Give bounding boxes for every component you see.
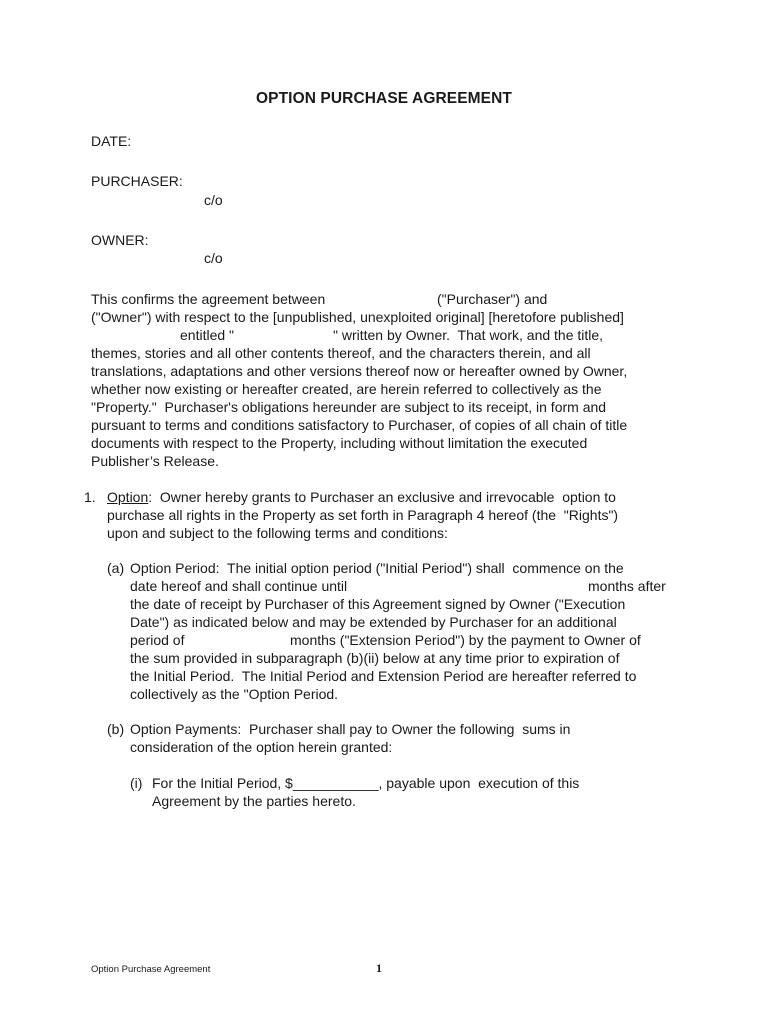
intro-line-3b: " written by Owner. That work, and the title, [333,327,604,343]
intro-line-10: Publisher’s Release. [91,453,219,469]
section-1-line-1-text: : Owner hereby grants to Purchaser an exclusive and irrevocable option to [148,489,616,505]
section-1-heading: Option [107,489,149,505]
para-a-line-7: the Initial Period. The Initial Period and Extension Period are hereafter referred to [130,668,637,684]
para-a-line-8: collectively as the "Option Period. [130,686,339,702]
para-a-line-5b: months ("Extension Period") by the payment to Owner of [290,632,641,648]
purchaser-care-of: c/o [204,192,223,208]
intro-line-6: whether now existing or hereafter created, are herein referred to collectively as the [91,381,602,397]
para-a-line-2a: date hereof and shall continue until [130,578,348,594]
footer-page-number: 1 [376,961,382,975]
para-a-label: (a) [107,560,125,576]
para-a-line-5a: period of [130,632,185,648]
intro-line-2: ("Owner") with respect to the [unpublished, unexploited original] [heretofore published] [91,309,624,325]
owner-care-of: c/o [204,250,223,266]
para-i-line-1: For the Initial Period, $___________, payable upon execution of this [152,775,580,791]
para-a-line-2b: months after [588,578,666,594]
para-a-line-4: Date") as indicated below and may be extended by Purchaser for an additional [130,614,617,630]
para-a-line-3: the date of receipt by Purchaser of this Agreement signed by Owner ("Execution [130,596,626,612]
owner-label: OWNER: [91,232,149,248]
section-1-number: 1. [84,489,96,505]
section-1-line-3: upon and subject to the following terms and conditions: [107,525,448,541]
intro-line-1b: ("Purchaser") and [437,291,548,307]
intro-line-9: documents with respect to the Property, including without limitation the executed [91,435,588,451]
date-label: DATE: [91,133,132,149]
para-b-label: (b) [107,721,125,737]
document-title: OPTION PURCHASE AGREEMENT [256,90,512,107]
section-1-line-1 [107,488,616,506]
intro-line-4: themes, stories and all other contents thereof, and the characters therein, and all [91,345,591,361]
para-b-line-1: Option Payments: Purchaser shall pay to Owner the following sums in [130,721,571,737]
para-a-line-6: the sum provided in subparagraph (b)(ii) below at any time prior to expiration of [130,650,620,666]
para-b-line-2: consideration of the option herein granted: [130,739,393,755]
intro-line-8: pursuant to terms and conditions satisfactory to Purchaser, of copies of all chain of title [91,417,628,433]
purchaser-label: PURCHASER: [91,173,183,189]
para-i-label: (i) [130,775,143,791]
intro-line-1a: This confirms the agreement between [91,291,326,307]
intro-line-5: translations, adaptations and other versions thereof now or hereafter owned by Owner, [91,363,628,379]
footer-document-name: Option Purchase Agreement [91,964,211,975]
intro-line-7: "Property." Purchaser's obligations hereunder are subject to its receipt, in form and [91,399,607,415]
section-1-line-2: purchase all rights in the Property as set forth in Paragraph 4 hereof (the "Rights") [107,507,619,523]
para-i-line-2: Agreement by the parties hereto. [152,793,356,809]
intro-line-3a: entitled " [180,327,235,343]
para-a-line-1: Option Period: The initial option period ("Initial Period") shall commence on the [130,560,624,576]
